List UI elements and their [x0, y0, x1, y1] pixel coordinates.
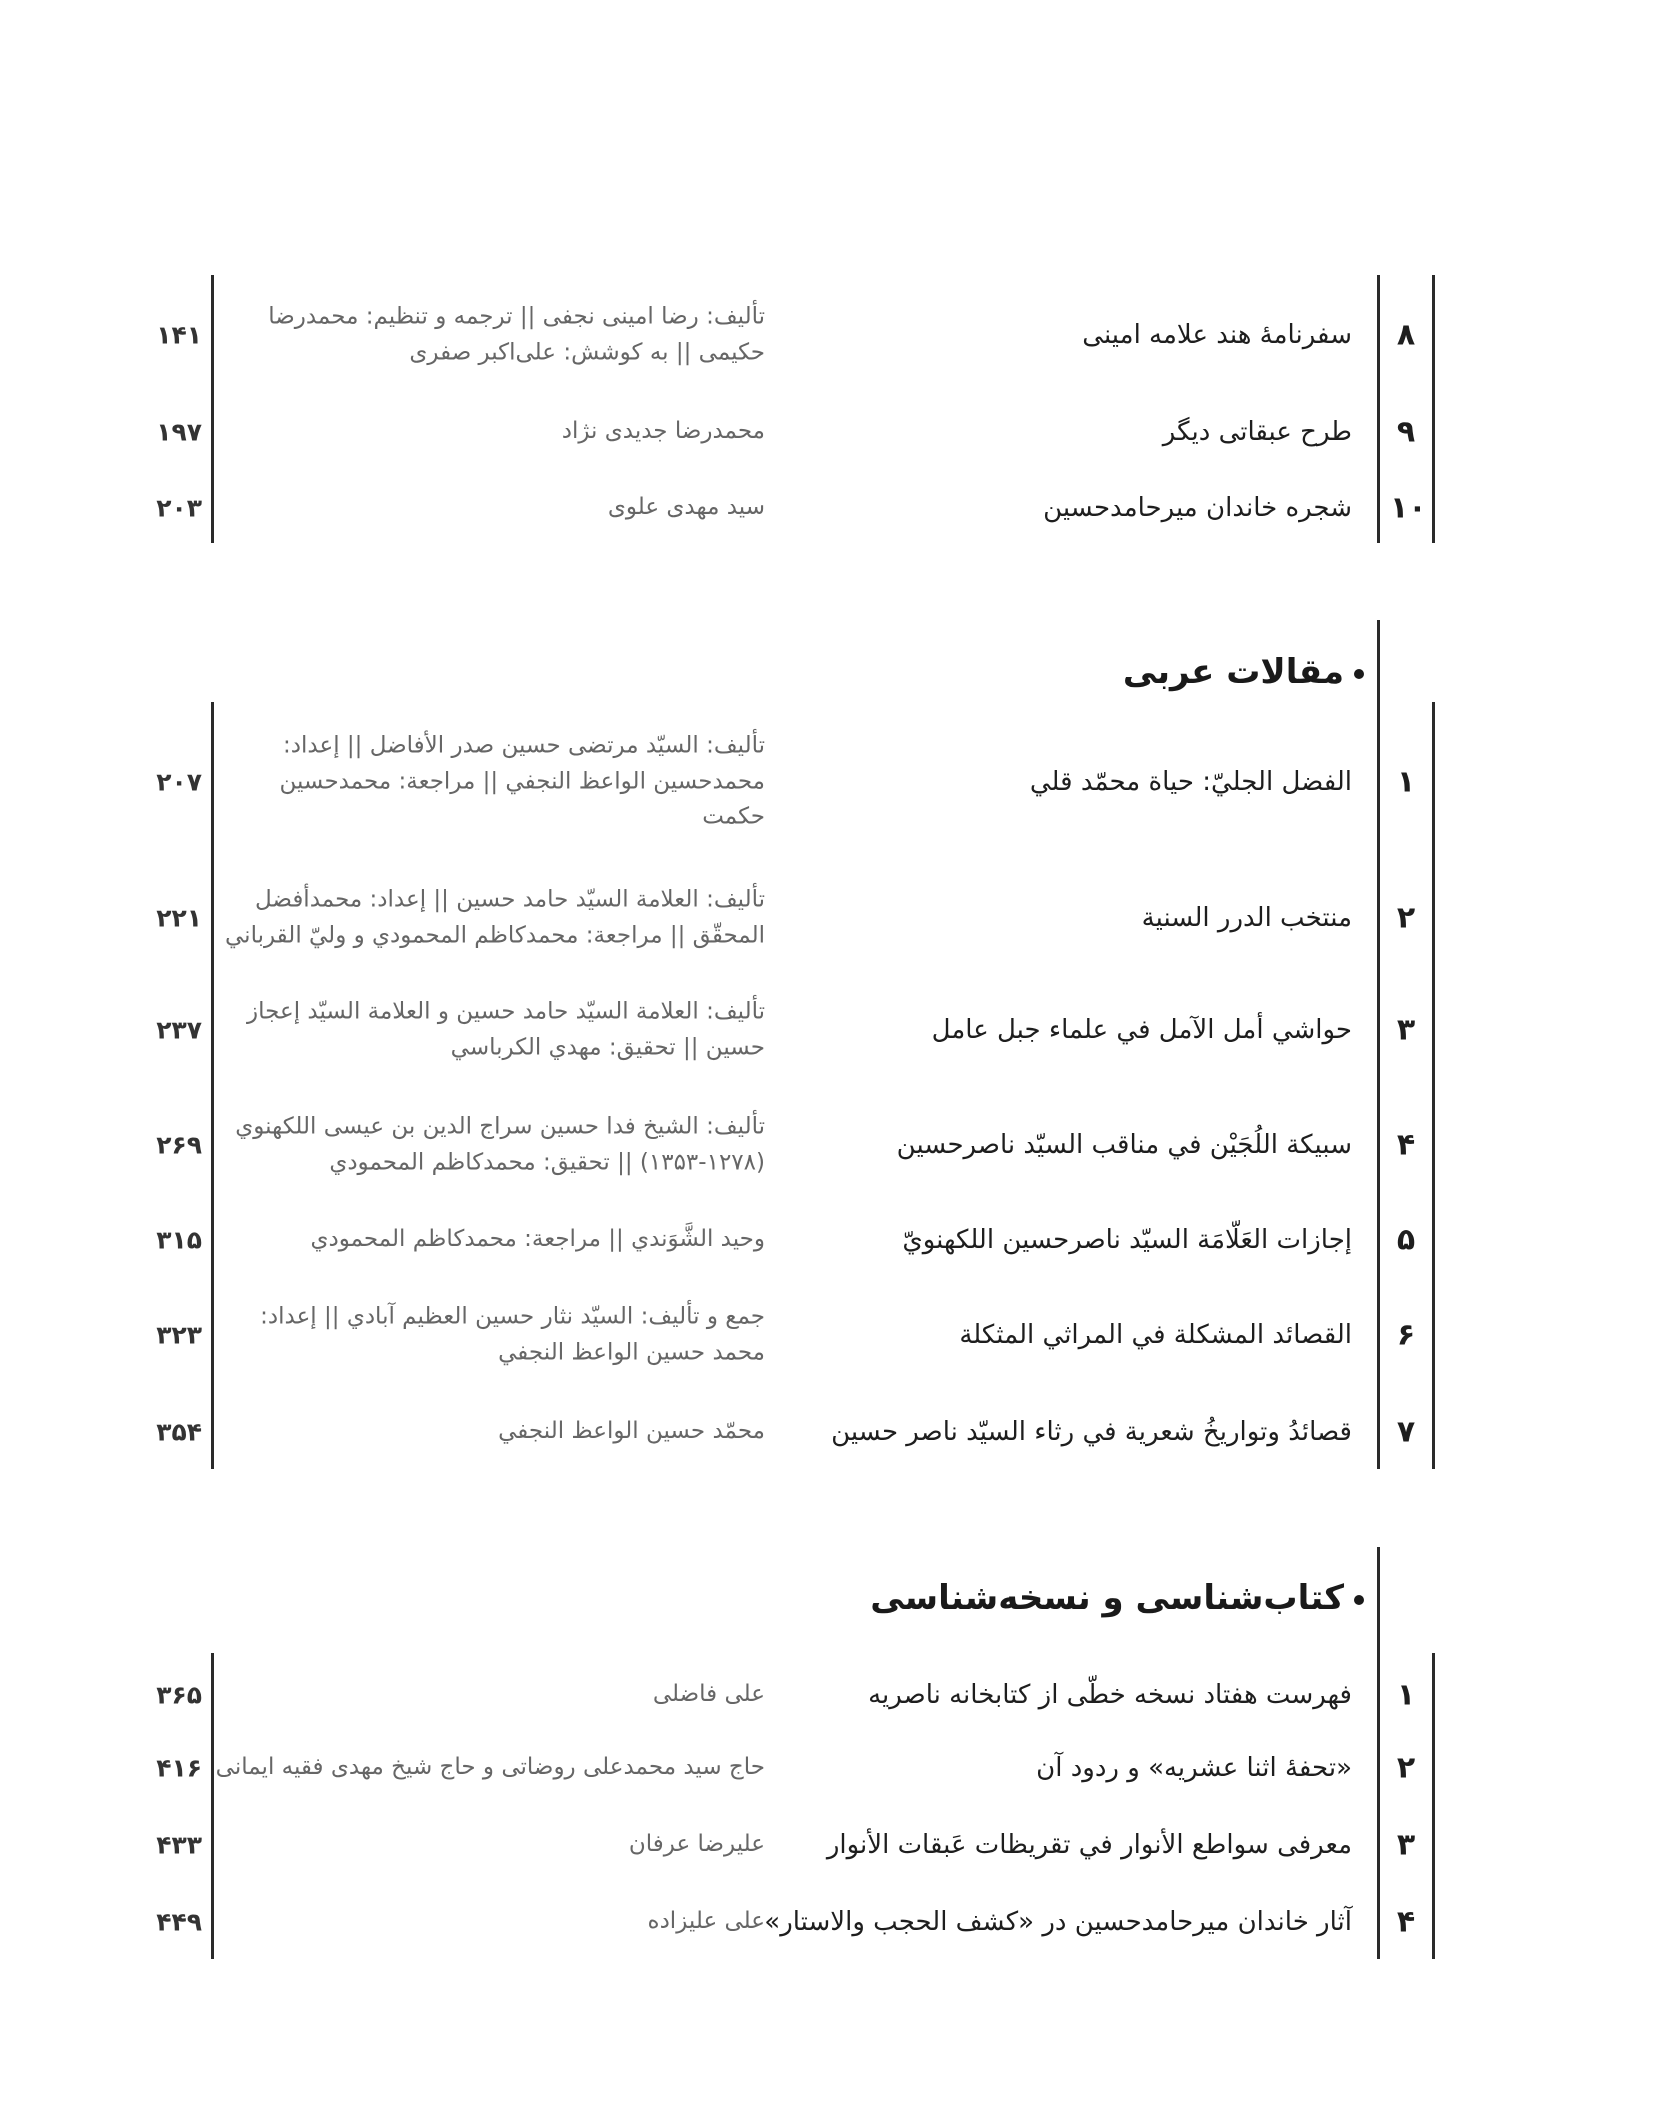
- section-2-page-rule: [211, 702, 214, 1469]
- item-page-number: ۴۴۹: [156, 1907, 202, 1937]
- item-number: ۸: [1396, 317, 1416, 353]
- item-title[interactable]: قصائدُ وتواريخُ شعرية في رثاء السيّد ناصر حسين: [831, 1417, 1352, 1447]
- item-author: تأليف: السيّد مرتضى حسين صدر الأفاضل || إعداد: محمدحسين الواعظ النجفي || مراجعة: محمدحسين حكمت: [279, 732, 765, 830]
- item-page-number: ۱۹۷: [156, 417, 202, 447]
- section-3-heading-rule: [1377, 1547, 1380, 1959]
- section-3-outer-rule: [1432, 1653, 1435, 1959]
- item-number: ۶: [1396, 1317, 1416, 1353]
- item-author: تأليف: العلامة السيّد حامد حسين || إعداد: محمدأفضل المحقّق || مراجعة: محمدكاظم المحمودي و وليّ القرباني: [225, 886, 765, 948]
- section-heading-text: مقالات عربی: [1122, 652, 1344, 692]
- section-heading-arabic-articles: [1123, 652, 1364, 692]
- item-page-number: ۳۶۵: [156, 1680, 202, 1710]
- section-2-heading-rule: [1377, 620, 1380, 1469]
- item-author: تأليف: العلامة السيّد حامد حسين و العلامة السيّد إعجاز حسين || تحقيق: مهدي الكرباسي: [247, 998, 765, 1060]
- item-number: ۴: [1396, 1127, 1416, 1163]
- bullet-icon: [1354, 1595, 1364, 1605]
- item-number: ۱۰: [1390, 490, 1427, 526]
- item-number: ۷: [1396, 1414, 1416, 1450]
- item-author: سید مهدی علوی: [607, 494, 765, 521]
- item-title[interactable]: إجازات العَلّامَة السيّد ناصرحسين اللكهنويّ: [902, 1225, 1352, 1255]
- item-page-number: ۴۱۶: [156, 1753, 202, 1783]
- item-page-number: ۱۴۱: [156, 320, 202, 350]
- item-number: ۹: [1396, 414, 1416, 450]
- bullet-icon: [1354, 669, 1364, 679]
- item-number: ۱: [1396, 764, 1416, 800]
- section-3-page-rule: [211, 1653, 214, 1959]
- section-1-outer-rule: [1432, 275, 1435, 543]
- item-page-number: ۳۲۳: [156, 1320, 202, 1350]
- item-number: ۳: [1396, 1827, 1416, 1863]
- item-page-number: ۲۰۷: [156, 767, 202, 797]
- item-page-number: ۴۳۳: [156, 1830, 202, 1860]
- section-1-page-rule: [211, 275, 214, 543]
- item-title[interactable]: حواشي أمل الآمل في علماء جبل عامل: [931, 1015, 1352, 1045]
- item-title[interactable]: القصائد المشكلة في المراثي المثكلة: [959, 1320, 1352, 1350]
- item-page-number: ۳۵۴: [156, 1417, 202, 1447]
- item-author: محمدرضا جدیدی نژاد: [561, 418, 765, 445]
- item-number: ۲: [1396, 1750, 1416, 1786]
- item-number: ۱: [1396, 1677, 1416, 1713]
- item-author: تأليف: الشيخ فدا حسين سراج الدين بن عيسى اللكهنوي (۱۲۷۸-۱۳۵۳) || تحقيق: محمدكاظم المحمودي: [235, 1113, 765, 1175]
- item-title[interactable]: شجره خاندان میرحامدحسین: [1043, 493, 1352, 523]
- item-page-number: ۲۶۹: [156, 1130, 202, 1160]
- item-author: علی فاضلی: [652, 1681, 765, 1708]
- item-author: علی علیزاده: [647, 1908, 765, 1935]
- item-page-number: ۲۲۱: [156, 903, 202, 933]
- section-heading-bibliography: [870, 1578, 1364, 1618]
- item-title[interactable]: «تحفهٔ اثنا عشریه» و ردود آن: [1036, 1753, 1352, 1783]
- item-page-number: ۳۱۵: [156, 1225, 202, 1255]
- item-page-number: ۲۳۷: [156, 1015, 202, 1045]
- item-author: وحيد الشَّوَندي || مراجعة: محمدكاظم المحمودي: [310, 1226, 765, 1253]
- item-number: ۲: [1396, 900, 1416, 936]
- item-author: جمع و تأليف: السيّد نثار حسين العظيم آبادي || إعداد: محمد حسين الواعظ النجفي: [260, 1303, 765, 1365]
- item-author: علیرضا عرفان: [628, 1831, 765, 1858]
- item-title[interactable]: سبيكة اللُجَيْن في مناقب السيّد ناصرحسين: [896, 1130, 1352, 1160]
- item-title[interactable]: معرفی سواطع الأنوار في تقريظات عَبقات الأنوار: [826, 1830, 1352, 1860]
- item-author: حاج سید محمدعلی روضاتی و حاج شیخ مهدی فقیه ایمانی: [215, 1754, 765, 1781]
- section-1-number-rule: [1377, 275, 1380, 543]
- item-title[interactable]: فهرست هفتاد نسخه خطّی از کتابخانه ناصریه: [868, 1680, 1352, 1710]
- item-title[interactable]: طرح عبقاتی دیگر: [1162, 417, 1352, 447]
- item-number: ۴: [1396, 1904, 1416, 1940]
- item-number: ۵: [1396, 1222, 1416, 1258]
- item-author: تألیف: رضا امینی نجفی || ترجمه و تنظیم: محمدرضا حکیمی || به کوشش: علی‌اکبر صفری: [268, 303, 765, 365]
- item-page-number: ۲۰۳: [156, 493, 202, 523]
- section-2-outer-rule: [1432, 702, 1435, 1469]
- item-title[interactable]: سفرنامهٔ هند علامه امینی: [1082, 320, 1352, 350]
- item-title[interactable]: منتخب الدرر السنية: [1141, 903, 1352, 933]
- item-number: ۳: [1396, 1012, 1416, 1048]
- item-title[interactable]: آثار خاندان میرحامدحسین در «کشف الحجب والاستار»: [764, 1907, 1352, 1937]
- section-heading-text: کتاب‌شناسی و نسخه‌شناسی: [870, 1578, 1344, 1618]
- item-title[interactable]: الفضل الجليّ: حياة محمّد قلي: [1029, 767, 1352, 797]
- item-author: محمّد حسين الواعظ النجفي: [498, 1418, 765, 1445]
